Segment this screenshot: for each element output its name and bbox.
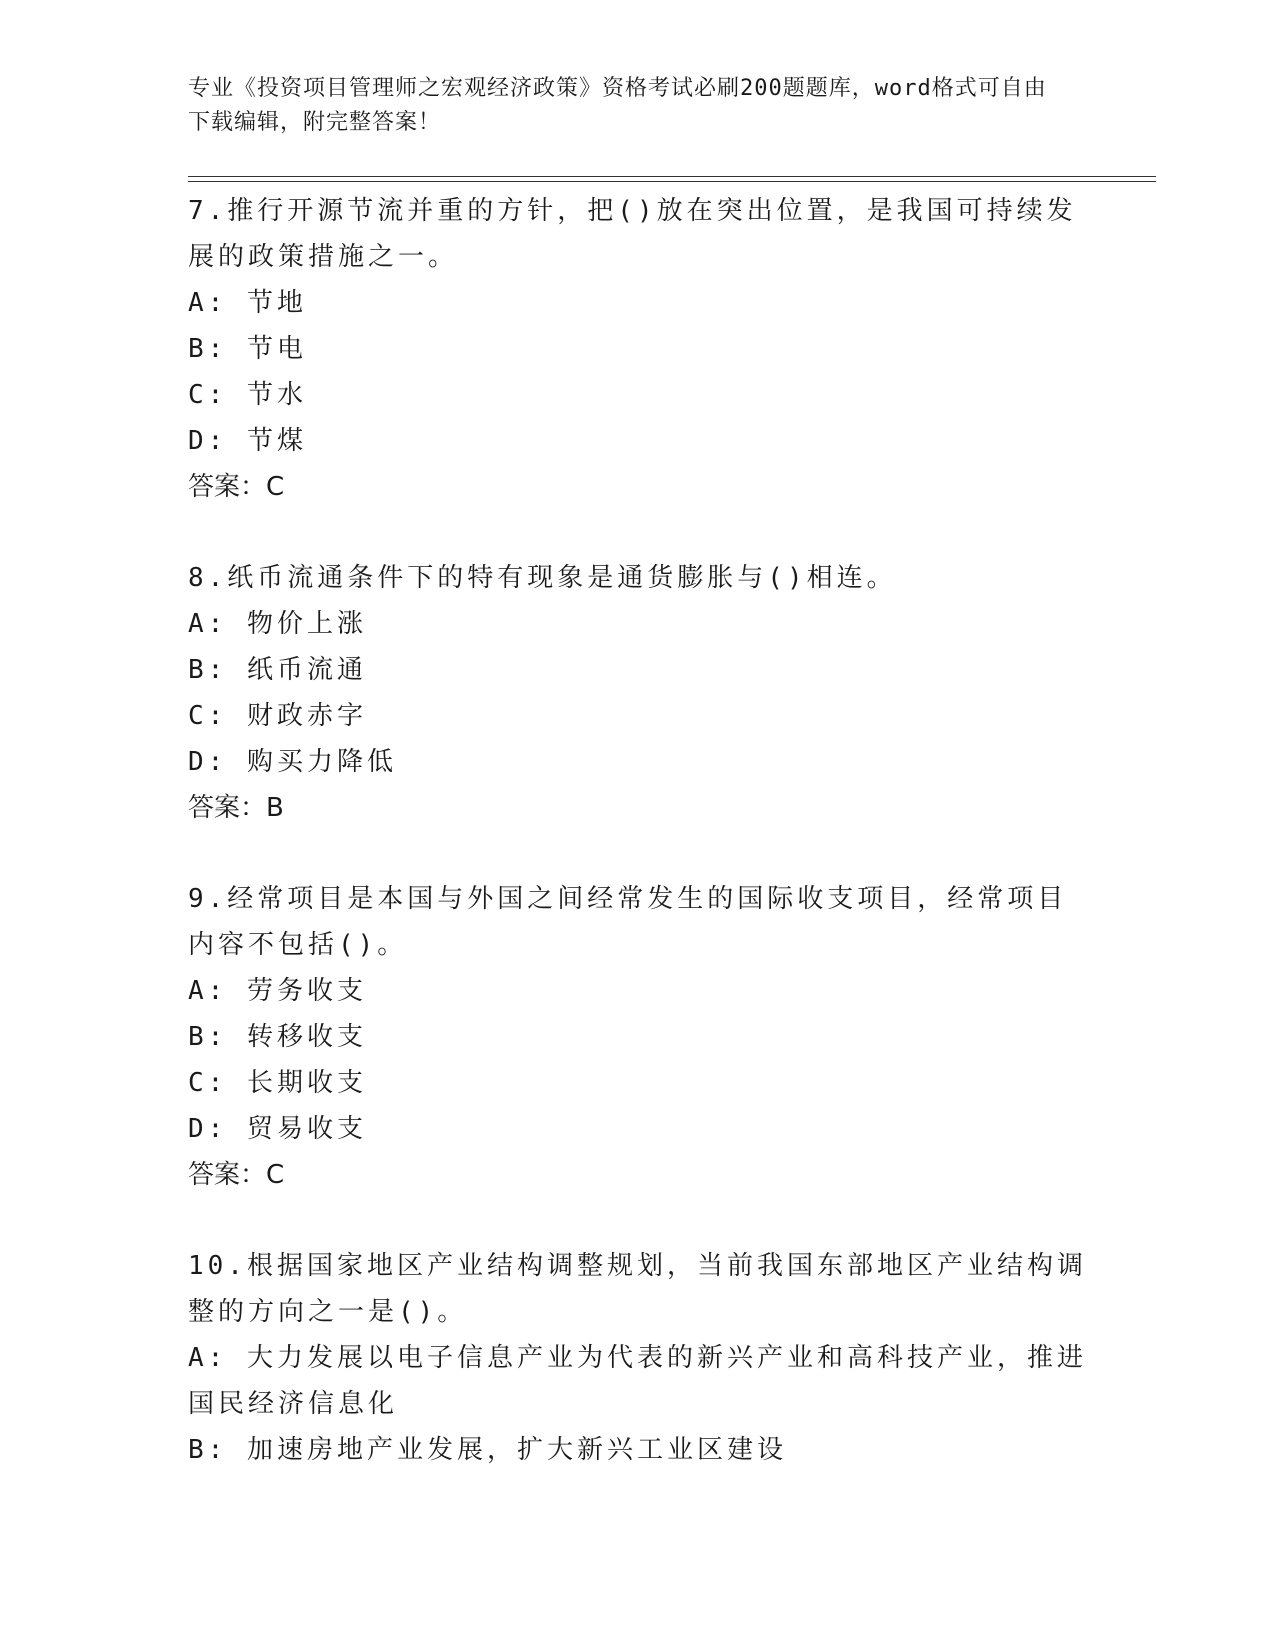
question-stem: 7.推行开源节流并重的方针，把()放在突出位置，是我国可持续发展的政策措施之一。	[188, 196, 1077, 272]
option-b: B: 加速房地产业发展，扩大新兴工业区建设	[188, 1435, 787, 1465]
question-7	[188, 188, 1088, 510]
question-10	[188, 1243, 1088, 1473]
option-a: A: 物价上涨	[188, 609, 367, 639]
option-a: A: 大力发展以电子信息产业为代表的新兴产业和高科技产业，推进国民经济信息化	[188, 1343, 1087, 1419]
option-c: C: 长期收支	[188, 1068, 367, 1098]
question-9	[188, 876, 1088, 1198]
answer: 答案：C	[188, 472, 285, 502]
option-c: C: 节水	[188, 380, 307, 410]
question-stem: 9.经常项目是本国与外国之间经常发生的国际收支项目，经常项目内容不包括()。	[188, 884, 1068, 960]
option-d: D: 购买力降低	[188, 747, 397, 777]
header-divider-bottom	[188, 181, 1156, 182]
answer: 答案：C	[188, 1160, 285, 1190]
option-d: D: 贸易收支	[188, 1114, 367, 1144]
question-list	[188, 188, 1088, 1518]
answer: 答案：B	[188, 793, 284, 823]
option-b: B: 转移收支	[188, 1022, 367, 1052]
option-b: B: 节电	[188, 334, 307, 364]
option-c: C: 财政赤字	[188, 701, 367, 731]
option-d: D: 节煤	[188, 426, 307, 456]
option-a: A: 劳务收支	[188, 976, 367, 1006]
document-header: 专业《投资项目管理师之宏观经济政策》资格考试必刷200题题库，word格式可自由下载编辑，附完整答案！	[188, 76, 1047, 135]
question-8	[188, 555, 1088, 831]
question-stem: 10.根据国家地区产业结构调整规划，当前我国东部地区产业结构调整的方向之一是()。	[188, 1251, 1087, 1327]
option-a: A: 节地	[188, 288, 307, 318]
option-b: B: 纸币流通	[188, 655, 367, 685]
question-stem: 8.纸币流通条件下的特有现象是通货膨胀与()相连。	[188, 563, 897, 593]
header-divider-top	[188, 176, 1156, 177]
